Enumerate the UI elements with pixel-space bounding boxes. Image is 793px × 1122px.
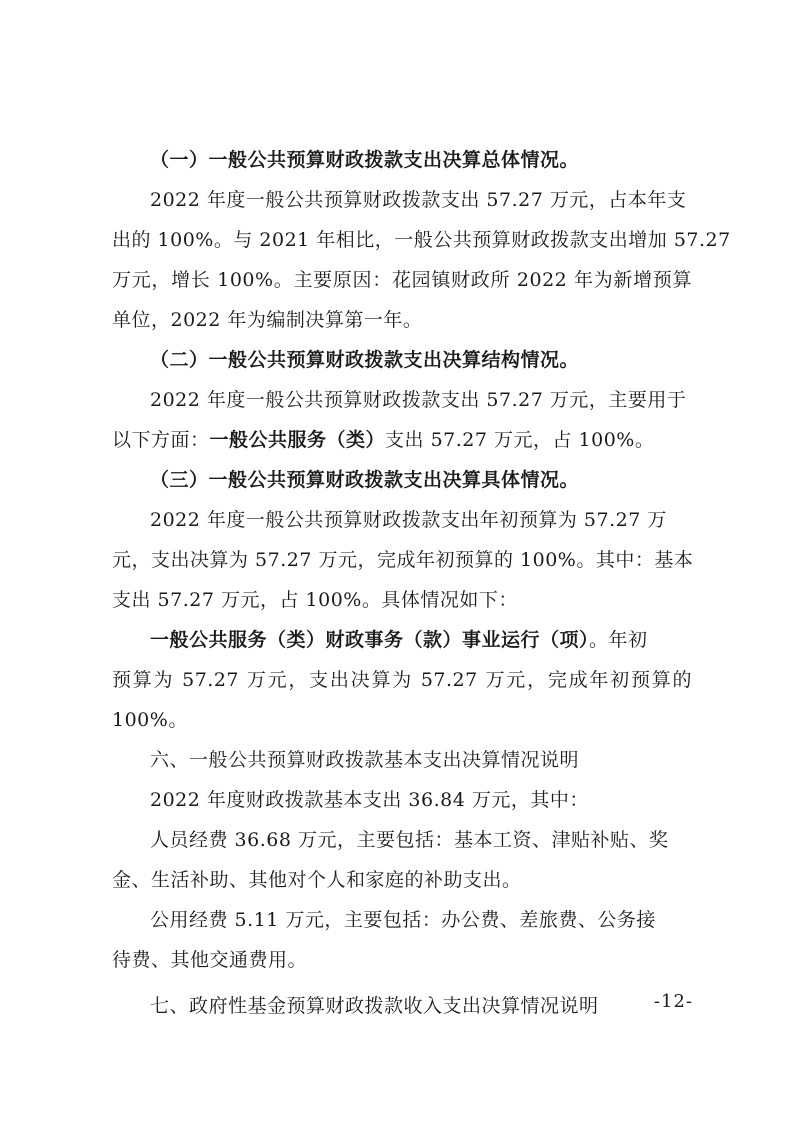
paragraph-line: 元，支出决算为 57.27 万元，完成年初预算的 100%。其中：基本 [112, 549, 694, 571]
paragraph-line: 万元，增长 100%。主要原因：花园镇财政所 2022 年为新增预算 [112, 269, 692, 291]
section-heading-1: （一）一般公共预算财政拨款支出决算总体情况。 [150, 149, 580, 171]
paragraph-line: 2022 年度一般公共预算财政拨款支出 57.27 万元，主要用于 [150, 389, 687, 411]
section-heading-3: （三）一般公共预算财政拨款支出决算具体情况。 [150, 469, 580, 491]
category-name: 一般公共服务（类） [209, 429, 386, 451]
paragraph-line: 金、生活补助、其他对个人和家庭的补助支出。 [112, 869, 522, 891]
section-heading-7: 七、政府性基金预算财政拨款收入支出决算情况说明 [150, 995, 599, 1017]
paragraph-line [112, 620, 692, 660]
text-span: 支出 57.27 万元，占 100%。 [385, 429, 655, 451]
paragraph-line: 预算为 57.27 万元，支出决算为 57.27 万元，完成年初预算的 [112, 669, 692, 691]
paragraph-line: 支出 57.27 万元，占 100%。具体情况如下： [112, 589, 518, 611]
paragraph-line: 2022 年度财政拨款基本支出 36.84 万元，其中： [150, 789, 589, 811]
paragraph-line: 公用经费 5.11 万元，主要包括：办公费、差旅费、公务接 [150, 909, 656, 931]
paragraph-line: 单位，2022 年为编制决算第一年。 [112, 309, 423, 331]
paragraph-line: 待费、其他交通费用。 [112, 949, 308, 971]
paragraph-line [112, 420, 692, 460]
paragraph-line: 2022 年度一般公共预算财政拨款支出年初预算为 57.27 万 [150, 509, 667, 531]
category-name: 一般公共服务（类）财政事务（款）事业运行（项） [150, 629, 590, 651]
paragraph-line: 2022 年度一般公共预算财政拨款支出 57.27 万元，占本年支 [150, 189, 687, 211]
page-number: -12- [653, 991, 693, 1012]
text-span: 以下方面： [112, 429, 210, 451]
section-heading-6: 六、一般公共预算财政拨款基本支出决算情况说明 [150, 749, 580, 771]
paragraph-line: 100%。 [112, 709, 188, 731]
document-body [112, 140, 731, 1026]
section-heading-2: （二）一般公共预算财政拨款支出决算结构情况。 [150, 349, 580, 371]
paragraph-line: 人员经费 36.68 万元，主要包括：基本工资、津贴补贴、奖 [150, 829, 669, 851]
paragraph-line: 出的 100%。与 2021 年相比，一般公共预算财政拨款支出增加 57.27 [112, 229, 731, 251]
text-span: 。年初 [589, 629, 648, 651]
